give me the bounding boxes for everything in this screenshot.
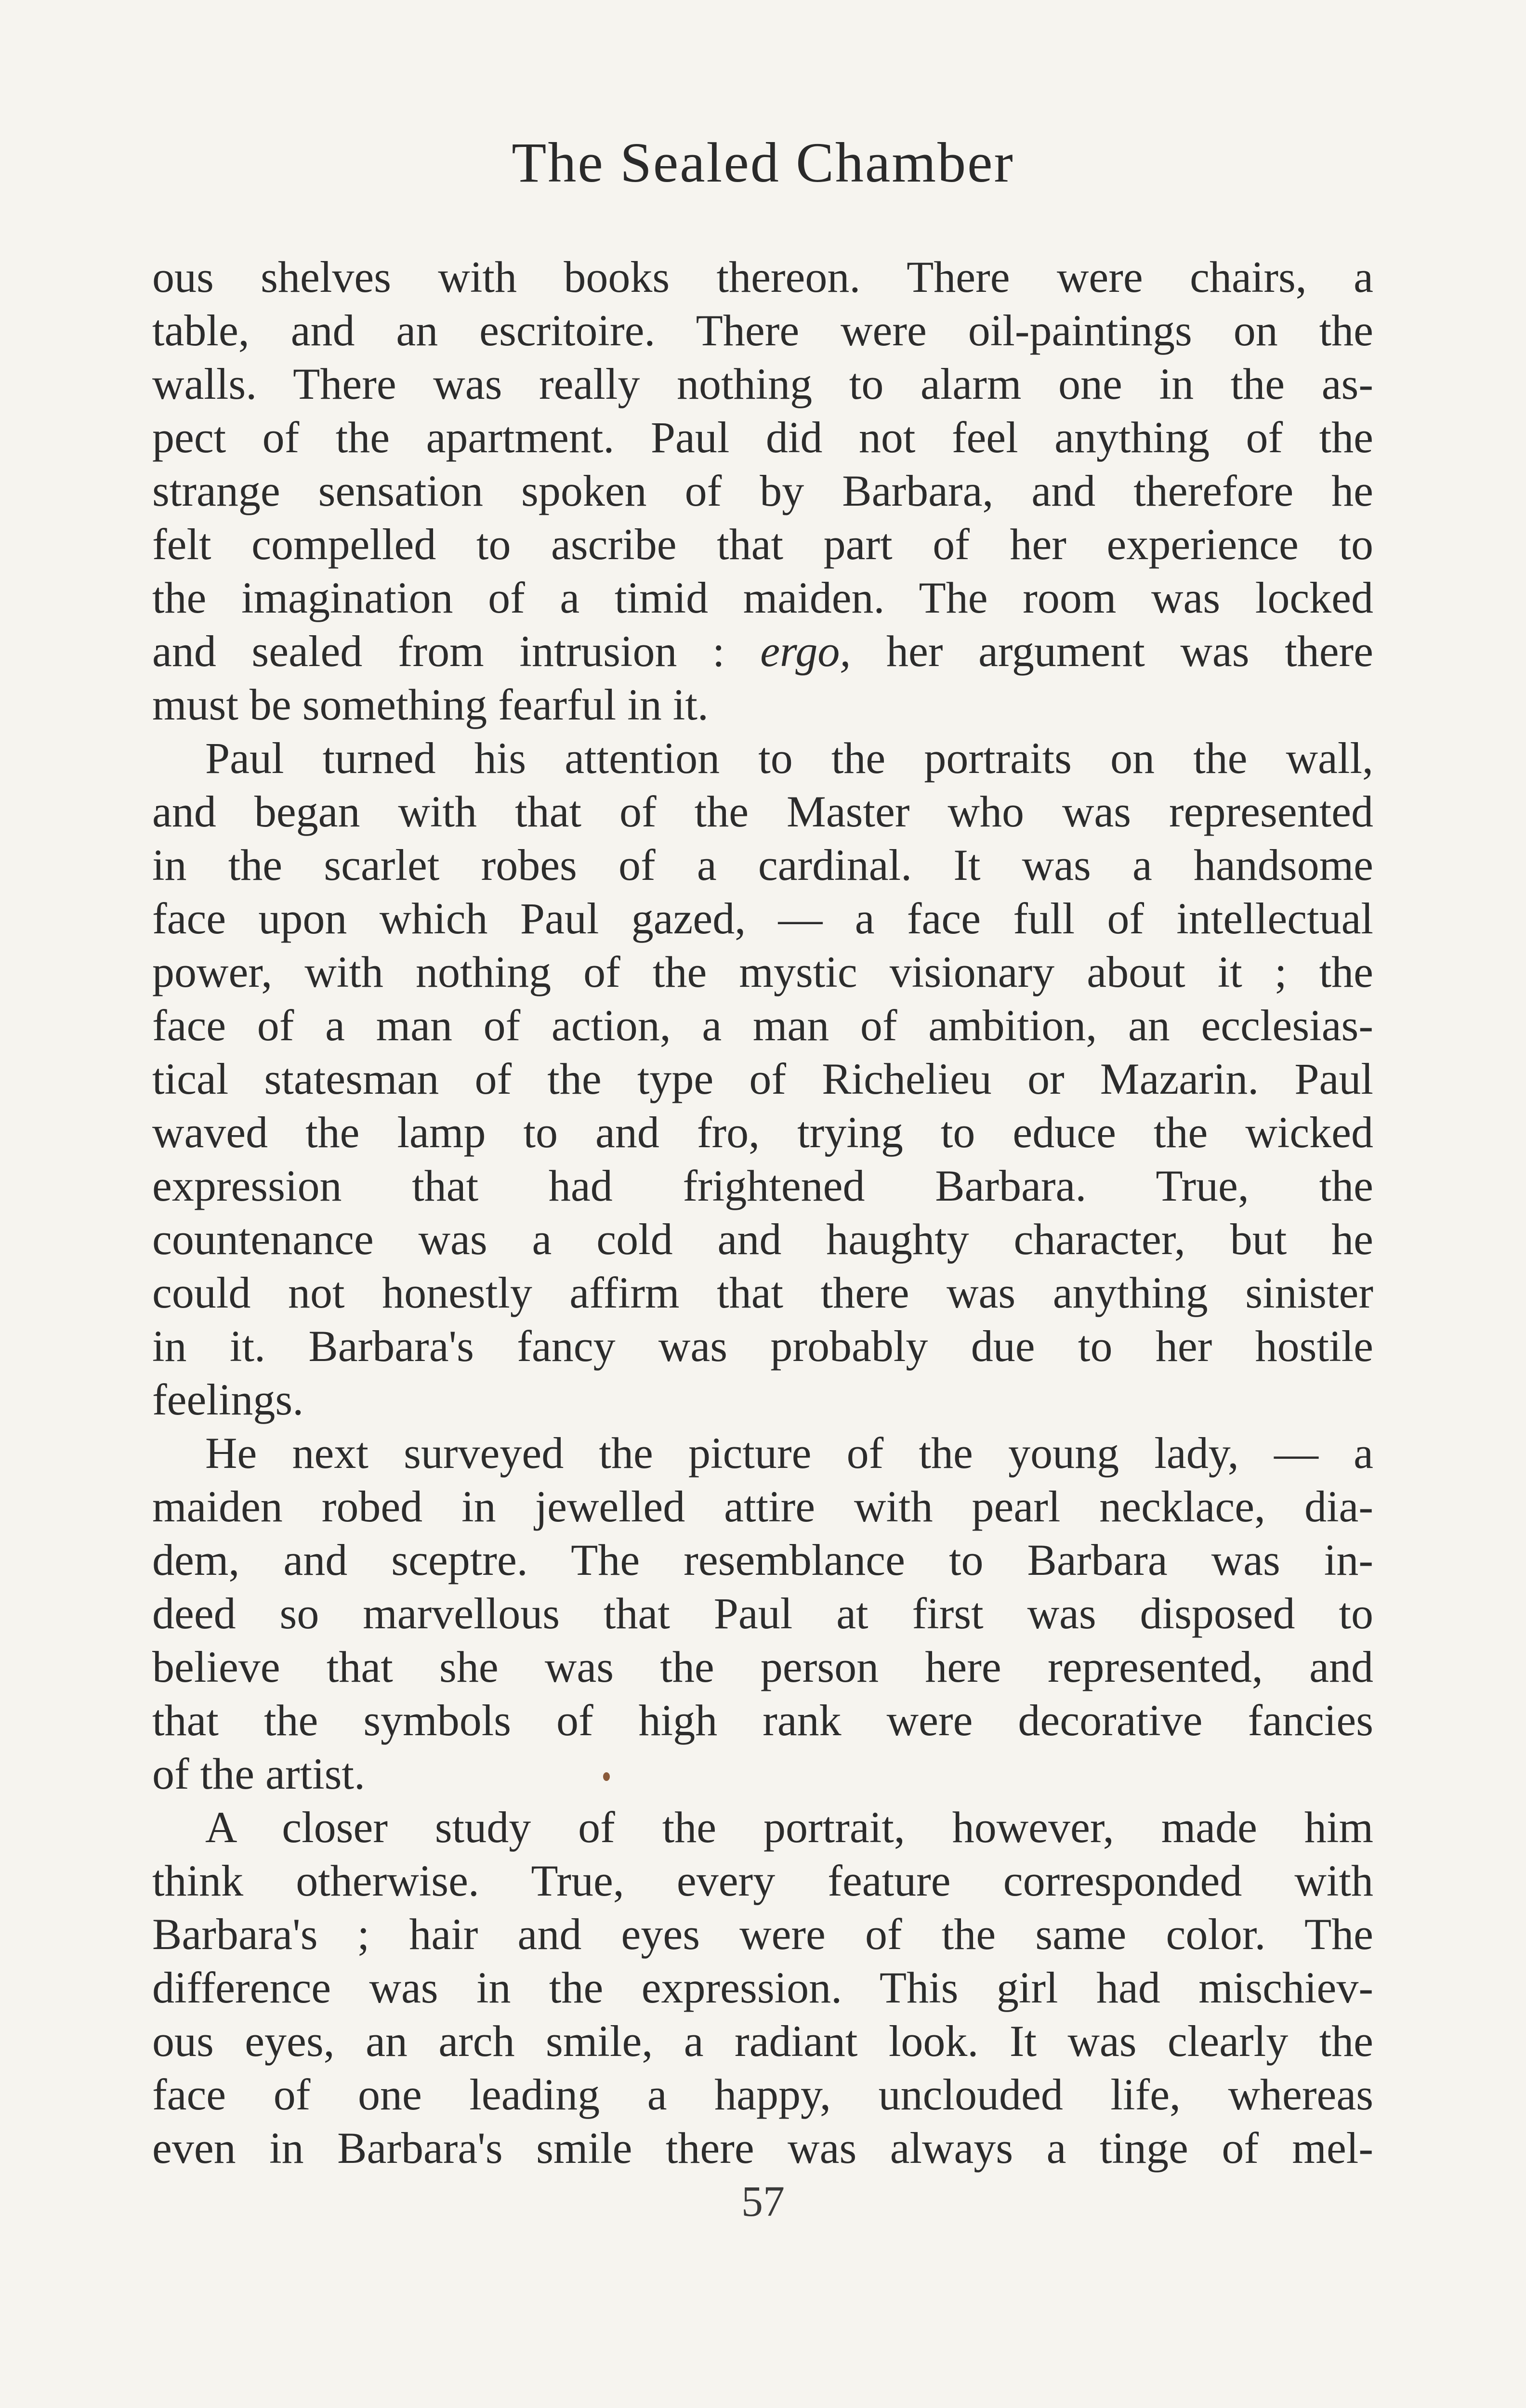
text-line: must be something fearful in it.: [152, 680, 709, 729]
text-line: power, with nothing of the mystic visionary about it ; the: [152, 947, 1373, 996]
ink-speck: [603, 1772, 610, 1781]
text-line: tical statesman of the type of Richelieu or Mazarin. Paul: [152, 1054, 1373, 1103]
text-line: and sealed from intrusion : ergo, her argument was there: [152, 627, 1373, 676]
text-line: face of one leading a happy, unclouded life, whereas: [152, 2070, 1373, 2119]
text-line: He next surveyed the picture of the young lady, — a: [205, 1428, 1373, 1478]
text-line: of the artist.: [152, 1749, 365, 1798]
text-line: that the symbols of high rank were decorative fancies: [152, 1696, 1373, 1745]
text-line: walls. There was really nothing to alarm one in the as-: [152, 359, 1373, 408]
text-line: dem, and sceptre. The resemblance to Barbara was in-: [152, 1535, 1373, 1584]
text-line: Barbara's ; hair and eyes were of the same color. The: [152, 1910, 1373, 1959]
text-line: Paul turned his attention to the portraits on the wall,: [205, 733, 1373, 783]
text-line: and began with that of the Master who was represented: [152, 787, 1373, 836]
text-line: waved the lamp to and fro, trying to educe the wicked: [152, 1108, 1373, 1157]
text-line: even in Barbara's smile there was always a tinge of mel-: [152, 2123, 1373, 2172]
text-line: think otherwise. True, every feature corresponded with: [152, 1856, 1373, 1905]
text-line: ous shelves with books thereon. There were chairs, a: [152, 252, 1373, 301]
text-line: deed so marvellous that Paul at first was disposed to: [152, 1589, 1373, 1638]
text-line: difference was in the expression. This girl had mischiev-: [152, 1963, 1373, 2012]
text-line: countenance was a cold and haughty character, but he: [152, 1215, 1373, 1264]
text-line: expression that had frightened Barbara. True, the: [152, 1161, 1373, 1210]
text-line: in it. Barbara's fancy was probably due to her hostile: [152, 1322, 1373, 1371]
running-head: The Sealed Chamber: [512, 131, 1014, 194]
body-text: [152, 250, 1373, 2175]
text-line: could not honestly affirm that there was anything sinister: [152, 1268, 1373, 1317]
text-line: face of a man of action, a man of ambition, an ecclesias-: [152, 1001, 1373, 1050]
text-line: felt compelled to ascribe that part of her experience to: [152, 520, 1373, 569]
text-line: A closer study of the portrait, however, made him: [205, 1803, 1373, 1852]
page-number: 57: [741, 2178, 785, 2225]
text-line: in the scarlet robes of a cardinal. It was a handsome: [152, 840, 1373, 890]
text-line: pect of the apartment. Paul did not feel anything of the: [152, 413, 1373, 462]
text-line: believe that she was the person here represented, and: [152, 1642, 1373, 1691]
text-line: the imagination of a timid maiden. The room was locked: [152, 573, 1373, 622]
text-line: maiden robed in jewelled attire with pearl necklace, dia-: [152, 1482, 1373, 1531]
italic-word: ergo,: [760, 627, 851, 676]
text-line: face upon which Paul gazed, — a face full of intellectual: [152, 894, 1373, 943]
text-line: strange sensation spoken of by Barbara, and therefore he: [152, 466, 1373, 515]
text-line: ous eyes, an arch smile, a radiant look. It was clearly the: [152, 2016, 1373, 2066]
text-line: feelings.: [152, 1375, 304, 1424]
text-line: table, and an escritoire. There were oil-paintings on the: [152, 306, 1373, 355]
